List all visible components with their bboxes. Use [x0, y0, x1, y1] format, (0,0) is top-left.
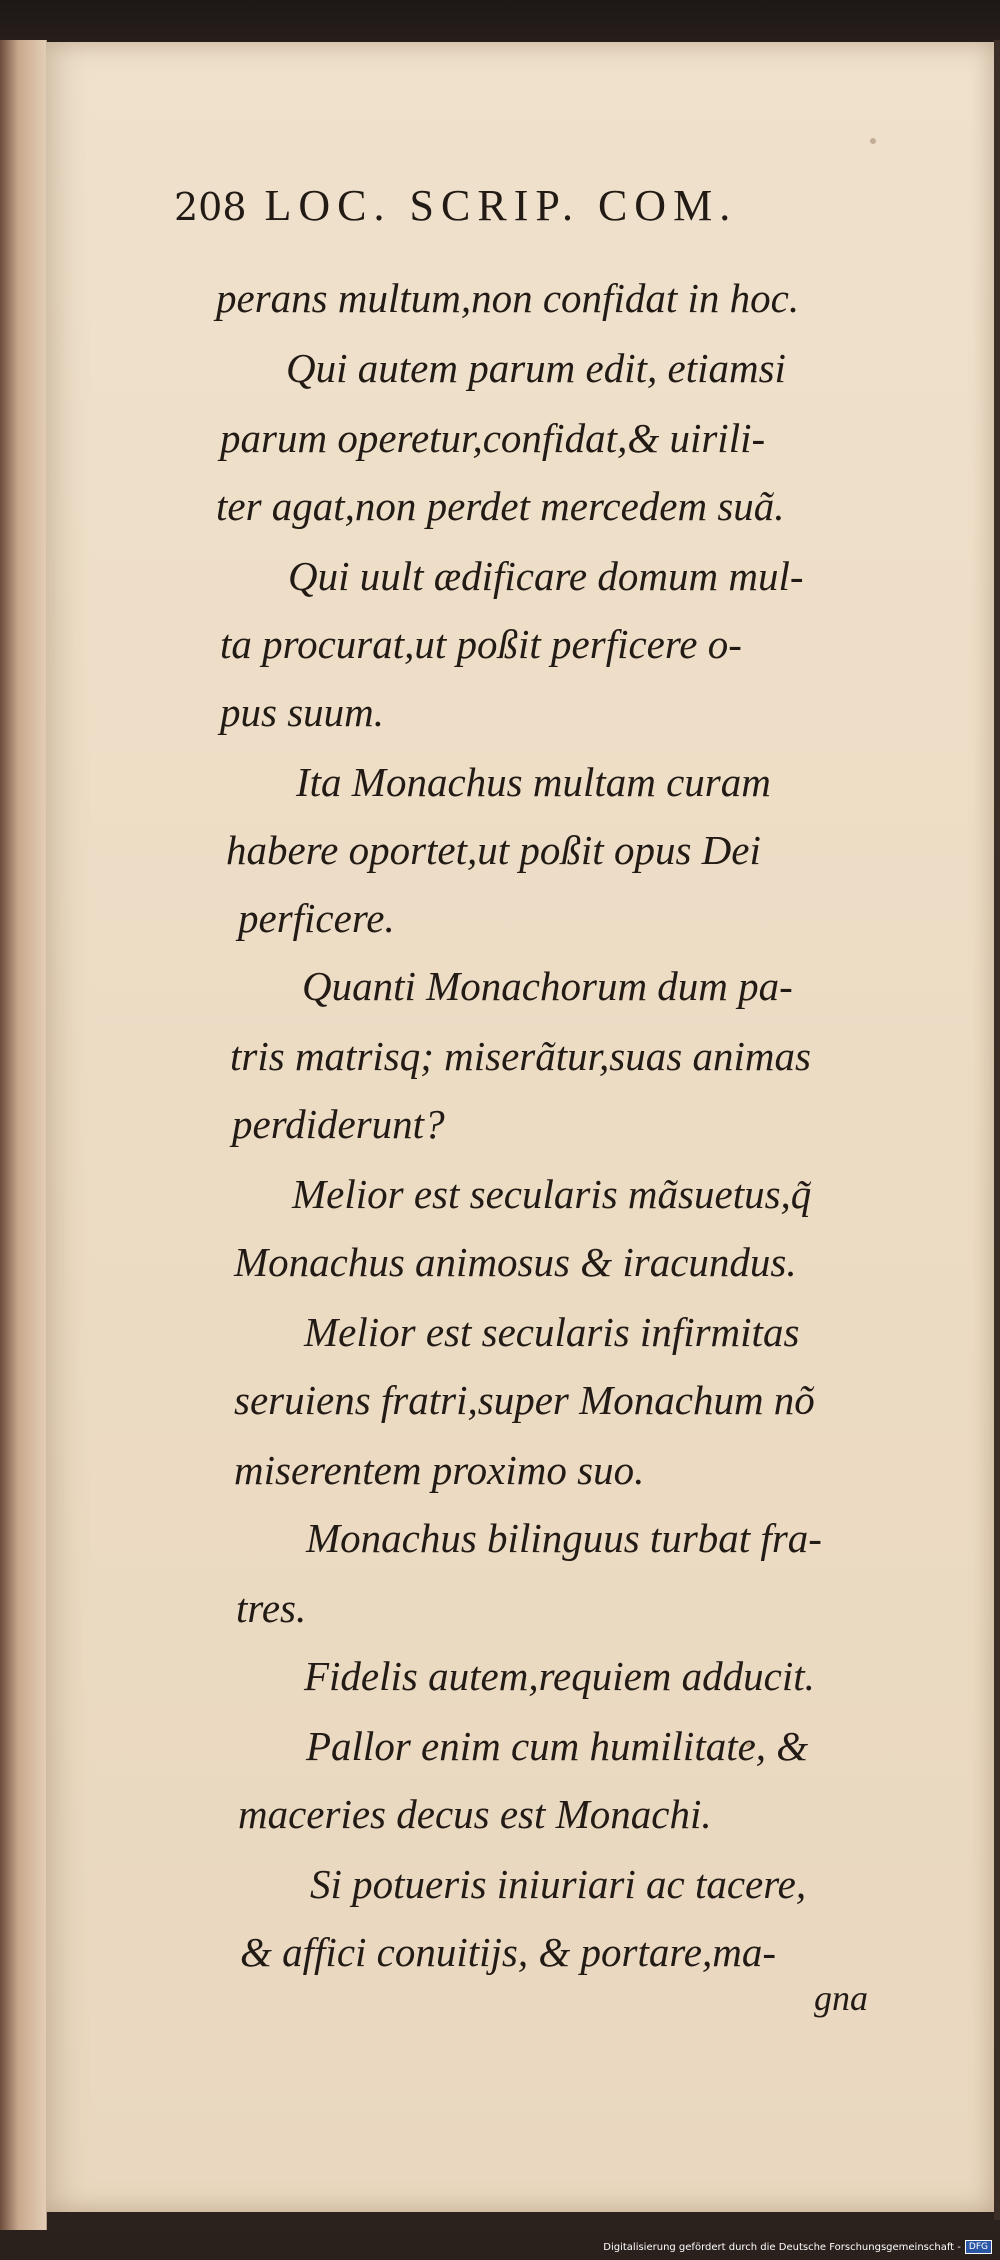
text-line: perficere. — [238, 895, 395, 941]
text-line: ter agat,non perdet mercedem suã. — [216, 483, 785, 529]
text-line: Quanti Monachorum dum pa- — [302, 963, 793, 1009]
credit-text: Digitalisierung gefördert durch die Deutsche Forschungsgemeinschaft - — [603, 2241, 961, 2253]
text-line: Melior est secularis infirmitas — [304, 1309, 800, 1355]
text-line: Pallor enim cum humilitate, & — [306, 1723, 809, 1769]
text-line: Si potueris iniuriari ac tacere, — [310, 1861, 807, 1907]
running-head-title: LOC. SCRIP. COM. — [264, 181, 738, 230]
text-line: Ita Monachus multam curam — [296, 759, 771, 805]
text-line: Fidelis autem,requiem adducit. — [304, 1653, 815, 1699]
text-line: maceries decus est Monachi. — [238, 1791, 712, 1837]
digitization-credit — [603, 2240, 992, 2254]
text-line: perans multum,non confidat in hoc. — [216, 275, 800, 321]
ink-spot — [870, 138, 876, 144]
text-line: tres. — [236, 1585, 307, 1631]
text-line: habere oportet,ut poßit opus Dei — [226, 827, 761, 873]
text-line: Qui autem parum edit, etiamsi — [286, 345, 786, 391]
text-line: & affici conuitijs, & portare,ma- — [240, 1929, 777, 1975]
page-number: 208 — [174, 185, 247, 229]
dfg-logo: DFG — [965, 2240, 992, 2254]
page-edge — [0, 40, 47, 2230]
text-line: perdiderunt? — [232, 1101, 445, 1147]
text-line: Qui uult ædificare domum mul- — [288, 553, 804, 599]
text-line: ta procurat,ut poßit perficere o- — [220, 621, 742, 667]
book-edge — [994, 40, 1000, 2220]
catchword: gna — [814, 1978, 868, 2018]
text-line: Monachus bilinguus turbat fra- — [306, 1515, 822, 1561]
text-line: parum operetur,confidat,& uirili- — [220, 415, 766, 461]
text-line: pus suum. — [220, 689, 385, 735]
text-line: Melior est secularis mãsuetus,q̃ — [292, 1171, 812, 1217]
text-line: seruiens fratri,super Monachum nõ — [234, 1377, 815, 1423]
text-line: tris matrisq; miserãtur,suas animas — [230, 1033, 811, 1079]
running-header — [174, 180, 874, 260]
text-line: Monachus animosus & iracundus. — [234, 1239, 797, 1285]
text-line: miserentem proximo suo. — [234, 1447, 645, 1493]
